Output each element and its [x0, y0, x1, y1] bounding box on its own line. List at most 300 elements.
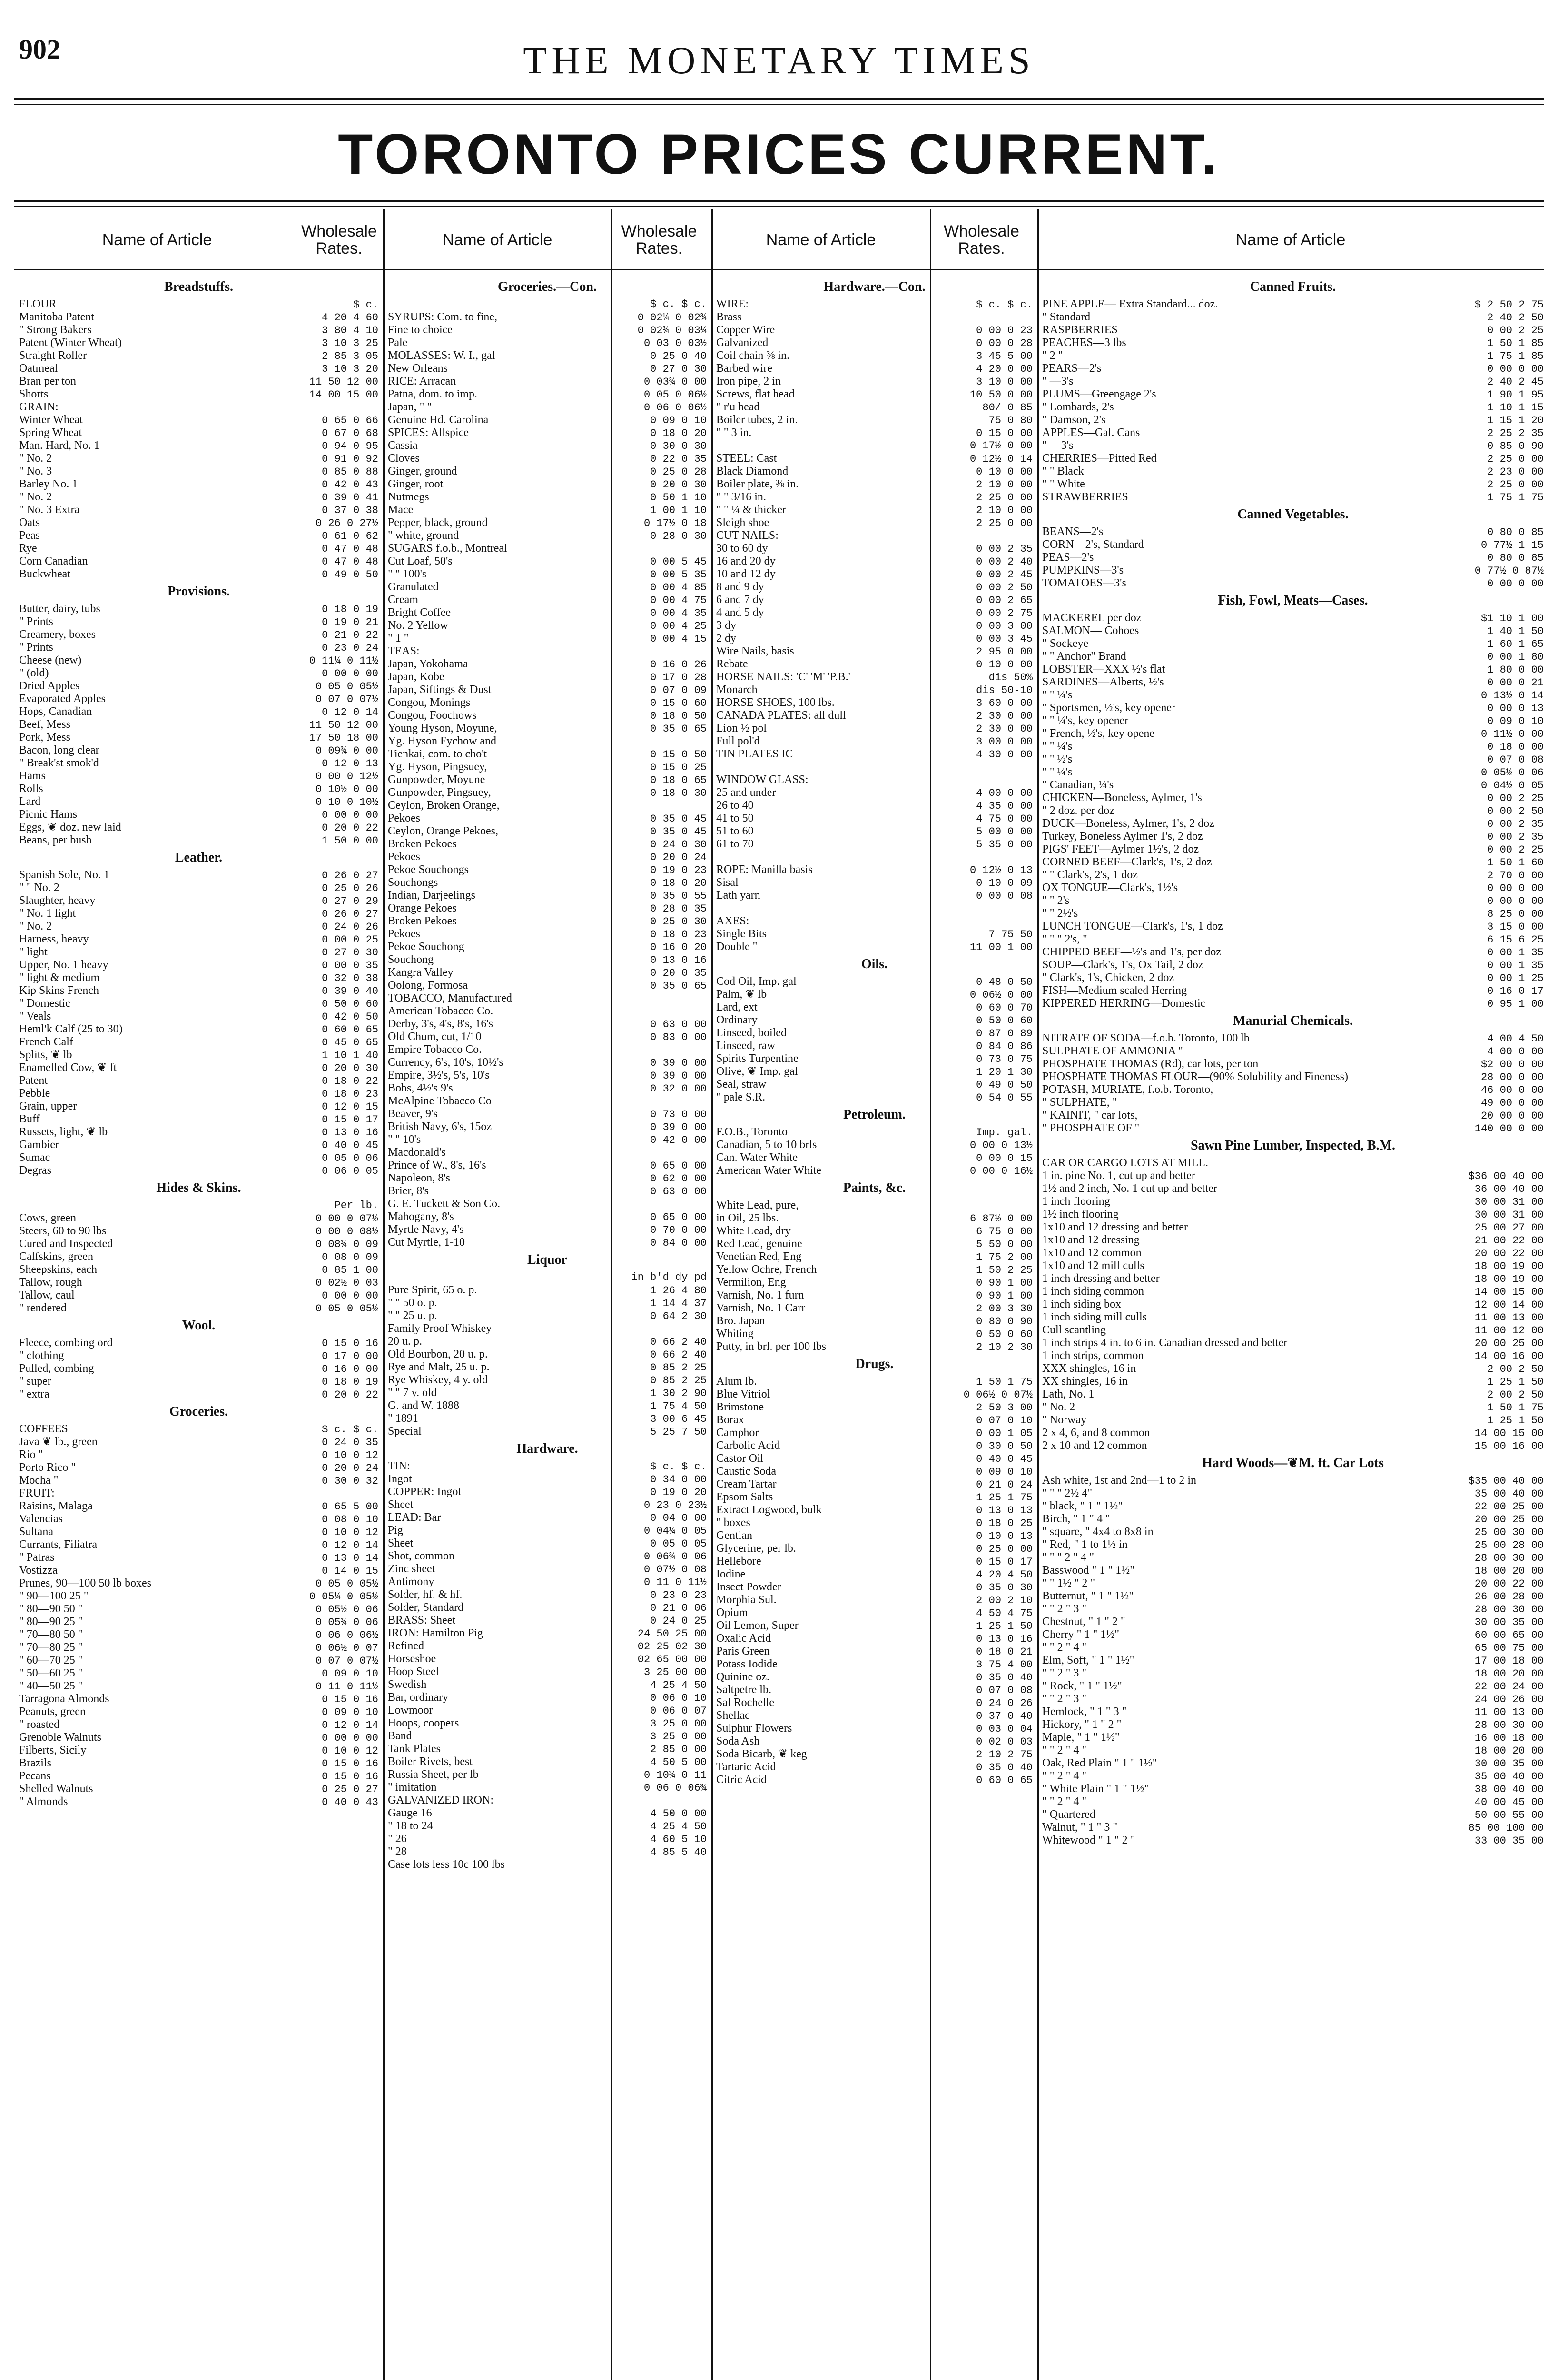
wholesale-rate: 0 40 0 45: [322, 1140, 378, 1151]
price-row: [388, 1704, 707, 1717]
price-row: [19, 641, 378, 654]
article-name: PEACHES—3 lbs: [1042, 337, 1126, 349]
price-row: [716, 761, 1033, 774]
price-row: [1042, 972, 1544, 984]
wholesale-rate: 0 19 0 20: [650, 1487, 707, 1498]
article-name: GALVANIZED IRON:: [388, 1794, 493, 1806]
price-row: [19, 568, 378, 581]
article-name: Blue Vitriol: [716, 1388, 770, 1400]
article-name: Harness, heavy: [19, 933, 89, 945]
wholesale-rate: 0 39 0 41: [322, 492, 378, 504]
article-name: Beans, per bush: [19, 834, 92, 846]
price-row: [388, 439, 707, 452]
article-name: White Lead, pure,: [716, 1199, 799, 1211]
article-name: OX TONGUE—Clark's, 1½'s: [1042, 882, 1178, 894]
price-row: [19, 1680, 378, 1693]
price-row: [19, 718, 378, 731]
wholesale-rate: 0 00 1 05: [976, 1428, 1033, 1439]
wholesale-rate: 30 00 35 00: [1474, 1616, 1544, 1628]
wholesale-rate: 0 27 0 30: [650, 363, 707, 375]
wholesale-rate: 0 94 0 95: [322, 440, 378, 452]
wholesale-rate: 0 28 0 30: [650, 530, 707, 542]
wholesale-rate: 3 10 3 20: [322, 363, 378, 375]
wholesale-rate: 0 04¼ 0 05: [643, 1525, 707, 1537]
article-name: Granulated: [388, 581, 439, 593]
article-name: " Damson, 2's: [1042, 414, 1106, 426]
price-row: [19, 603, 378, 615]
price-row: [1042, 1744, 1544, 1757]
price-row: [388, 1858, 707, 1871]
article-name: 6 and 7 dy: [716, 594, 764, 606]
price-row: [1042, 1285, 1544, 1298]
article-name: Linseed, raw: [716, 1040, 775, 1052]
wholesale-rate: 7 75 50: [988, 929, 1033, 941]
wholesale-rate: 0 13 0 14: [322, 1552, 378, 1564]
wholesale-rate: 0 07 0 07½: [315, 694, 378, 705]
price-row: [19, 628, 378, 641]
price-row: [716, 1722, 1033, 1735]
wholesale-rate: 0 45 0 65: [322, 1037, 378, 1049]
article-name: TIN PLATES IC: [716, 748, 793, 760]
price-row: [19, 1641, 378, 1654]
article-name: Castor Oil: [716, 1452, 764, 1465]
price-row: [716, 1696, 1033, 1709]
article-name: Vermilion, Eng: [716, 1276, 786, 1289]
price-row: [19, 654, 378, 667]
page-title: TORONTO PRICES CURRENT.: [338, 122, 1220, 186]
article-name: Brazils: [19, 1757, 51, 1769]
price-row: [388, 941, 707, 953]
wholesale-rate: 1 40 1 50: [1487, 625, 1544, 637]
price-row: [716, 988, 1033, 1001]
price-row: [716, 786, 1033, 799]
wholesale-rate: 0 06½ 0 07: [315, 1642, 378, 1654]
article-name: Pulled, combing: [19, 1362, 94, 1375]
price-row: [19, 542, 378, 555]
article-name: " Lombards, 2's: [1042, 401, 1114, 413]
wholesale-rate: 0 00 2 25: [1487, 325, 1544, 337]
price-column-1: [19, 276, 378, 2380]
wholesale-rate: 0 35 0 45: [650, 813, 707, 825]
price-row: [716, 1478, 1033, 1491]
wholesale-rate: 0 00 2 50: [1487, 805, 1544, 817]
wholesale-rate: 0 47 0 48: [322, 543, 378, 555]
price-row: [19, 783, 378, 795]
article-name: " roasted: [19, 1718, 60, 1731]
price-row: [19, 529, 378, 542]
wholesale-rate: 0 34 0 00: [650, 1474, 707, 1486]
price-row: [716, 658, 1033, 671]
wholesale-rate: 2 25 0 00: [976, 517, 1033, 529]
article-name: " Prints: [19, 641, 53, 654]
wholesale-rate: 0 12 0 14: [322, 1539, 378, 1551]
header-bottom-rule: [14, 269, 1544, 270]
wholesale-rate: 3 00 6 45: [650, 1413, 707, 1425]
article-name: Napoleon, 8's: [388, 1172, 450, 1184]
wholesale-rate: 11 50 12 00: [309, 376, 378, 388]
price-row: [388, 1284, 707, 1297]
article-name: Yg. Hyson, Pingsuey,: [388, 761, 487, 773]
wholesale-rate: 0 00 0 35: [322, 960, 378, 972]
price-row: [1042, 740, 1544, 753]
article-name: " " ¼'s: [1042, 689, 1073, 701]
article-name: Derby, 3's, 4's, 8's, 16's: [388, 1018, 493, 1030]
price-row: [19, 731, 378, 744]
article-name: Corn Canadian: [19, 555, 88, 567]
wholesale-rate: 20 00 0 00: [1480, 1110, 1544, 1122]
section-heading: Hides & Skins.: [156, 1180, 241, 1195]
wholesale-rate: 11 00 1 00: [969, 942, 1033, 953]
article-name: 1½ and 2 inch, No. 1 cut up and better: [1042, 1182, 1217, 1195]
article-name: Carbolic Acid: [716, 1439, 780, 1452]
wholesale-rate: 4 00 4 50: [1487, 1033, 1544, 1045]
wholesale-rate: 4 85 5 40: [650, 1846, 707, 1858]
article-name: Currants, Filiatra: [19, 1538, 97, 1551]
article-name: 26 to 40: [716, 799, 754, 812]
price-row: [19, 959, 378, 972]
wholesale-rate: 0 18 0 20: [650, 427, 707, 439]
article-name: " " No. 2: [19, 882, 59, 894]
price-row: [19, 1010, 378, 1023]
article-name: " white, ground: [388, 529, 459, 542]
wholesale-rate: 11 00 13 00: [1474, 1312, 1544, 1324]
price-row: [716, 594, 1033, 606]
wholesale-rate: 2 25 0 00: [1487, 479, 1544, 491]
wholesale-rate: 0 15 0 16: [322, 1694, 378, 1706]
article-name: " 60—70 25 ": [19, 1654, 83, 1666]
article-name: Seal, straw: [716, 1078, 767, 1091]
wholesale-rate: 1 10 1 40: [322, 1050, 378, 1061]
article-name: " No. 2: [19, 920, 52, 932]
price-row: [1042, 804, 1544, 817]
price-row: [19, 1474, 378, 1487]
wholesale-rate: 2 40 2 50: [1487, 312, 1544, 324]
wholesale-rate: 4 00 0 00: [1487, 1046, 1544, 1058]
article-name: 1 inch flooring: [1042, 1195, 1110, 1208]
price-row: [1042, 676, 1544, 689]
wholesale-rate: 11 00 12 00: [1474, 1325, 1544, 1337]
wholesale-rate: 0 39 0 00: [650, 1070, 707, 1082]
wholesale-rate: 0 07 0 10: [976, 1415, 1033, 1427]
wholesale-rate: 3 80 4 10: [322, 325, 378, 337]
price-row: [716, 452, 1033, 465]
article-name: Rye: [19, 542, 37, 555]
article-name: French Calf: [19, 1036, 73, 1048]
article-name: Rebate: [716, 658, 748, 670]
price-row: [1042, 1551, 1544, 1564]
price-row: [716, 375, 1033, 388]
wholesale-rate: 4 25 4 50: [650, 1679, 707, 1691]
wholesale-rate: 1 25 1 50: [1487, 1415, 1544, 1427]
article-name: " 90—100 25 ": [19, 1590, 89, 1602]
price-row: [19, 1590, 378, 1603]
wholesale-rate: 0 20 0 24: [650, 852, 707, 863]
price-row: [388, 1781, 707, 1794]
article-name: Hoops, coopers: [388, 1717, 459, 1729]
article-name: SPICES: Allspice: [388, 426, 469, 439]
price-row: [19, 375, 378, 388]
section-heading: Canned Fruits.: [1250, 279, 1336, 294]
article-name: Barbed wire: [716, 362, 772, 375]
article-name: TEAS:: [388, 645, 420, 657]
wholesale-rate: 5 00 0 00: [976, 826, 1033, 838]
article-name: 1 inch siding common: [1042, 1285, 1144, 1298]
price-row: [388, 478, 707, 491]
article-name: " 80—90 50 ": [19, 1603, 83, 1615]
price-row: [1042, 1058, 1544, 1071]
article-name: Glycerine, per lb.: [716, 1542, 796, 1555]
article-name: Soda Ash: [716, 1735, 760, 1747]
price-row: [1042, 1821, 1544, 1834]
column-divider: [1037, 209, 1039, 2380]
article-name: " " ¼ & thicker: [716, 504, 786, 516]
article-name: " Red, " 1 to 1½ in: [1042, 1538, 1128, 1551]
wholesale-rate: 0 15 0 16: [322, 1771, 378, 1783]
price-row: [19, 744, 378, 757]
article-name: " " 3 in.: [716, 426, 752, 439]
article-name: No. 2 Yellow: [388, 619, 448, 632]
wholesale-rate: 6 75 0 00: [976, 1226, 1033, 1238]
wholesale-rate: 0 20 0 35: [650, 967, 707, 979]
wholesale-rate: 0 05 0 05: [650, 1538, 707, 1550]
article-name: Sheet: [388, 1537, 414, 1549]
price-row: [19, 933, 378, 946]
price-row: [19, 1731, 378, 1744]
article-name: " " 2 " 3 ": [1042, 1603, 1087, 1615]
price-row: [716, 1606, 1033, 1619]
wholesale-rate: 1 60 1 65: [1487, 638, 1544, 650]
wholesale-rate: 20 00 22 00: [1474, 1248, 1544, 1259]
price-row: [1042, 375, 1544, 388]
article-name: Cut Loaf, 50's: [388, 555, 453, 567]
wholesale-rate: 3 10 0 00: [976, 376, 1033, 388]
price-row: [388, 581, 707, 594]
wholesale-rate: 8 25 0 00: [1487, 908, 1544, 920]
article-name: " clothing: [19, 1349, 64, 1362]
price-row: [19, 1628, 378, 1641]
article-name: Brier, 8's: [388, 1185, 429, 1197]
wholesale-rate: 0 18 0 19: [322, 604, 378, 615]
article-name: Gambier: [19, 1139, 59, 1151]
price-row: [716, 1126, 1033, 1139]
article-name: Buff: [19, 1113, 40, 1125]
article-name: " Break'st smok'd: [19, 757, 99, 769]
price-row: [19, 1164, 378, 1177]
price-row: [1042, 727, 1544, 740]
wholesale-rate: 28 00 30 00: [1474, 1719, 1544, 1731]
article-name: Evaporated Apples: [19, 693, 106, 705]
article-name: Steers, 60 to 90 lbs: [19, 1225, 107, 1237]
article-name: Young Hyson, Moyune,: [388, 722, 497, 734]
article-name: 61 to 70: [716, 838, 754, 850]
article-name: " —3's: [1042, 439, 1074, 452]
article-name: Old Chum, cut, 1/10: [388, 1031, 482, 1043]
wholesale-rate: dis 50%: [988, 672, 1033, 684]
article-name: Epsom Salts: [716, 1491, 773, 1503]
wholesale-rate: 22 00 25 00: [1474, 1501, 1544, 1513]
article-name: 41 to 50: [716, 812, 754, 824]
article-name: POTASH, MURIATE, f.o.b. Toronto,: [1042, 1083, 1213, 1096]
price-row: [716, 1619, 1033, 1632]
wholesale-rate: 0 00 4 75: [650, 595, 707, 606]
article-name: Alum lb.: [716, 1375, 757, 1388]
wholesale-rate: 20 00 22 00: [1474, 1578, 1544, 1590]
wholesale-rate: 0 00 0 00: [322, 1732, 378, 1744]
wholesale-rate: 35 00 40 00: [1474, 1771, 1544, 1783]
wholesale-rate: 0 18 0 20: [650, 877, 707, 889]
wholesale-rate: 0 25 0 40: [650, 350, 707, 362]
price-row: [388, 414, 707, 426]
price-row: [19, 667, 378, 680]
article-name: Sisal: [716, 876, 739, 889]
wholesale-rate: 0 00 0 13½: [969, 1140, 1033, 1151]
price-row: [388, 1335, 707, 1348]
wholesale-rate: 0 16 0 20: [650, 942, 707, 953]
wholesale-rate: 0 15 0 60: [650, 697, 707, 709]
article-name: " super: [19, 1375, 51, 1388]
price-row: [716, 1504, 1033, 1517]
wholesale-rate: 85 00 100 00: [1468, 1822, 1544, 1834]
article-name: 1 in. pine No. 1, cut up and better: [1042, 1170, 1195, 1182]
article-name: Creamery, boxes: [19, 628, 96, 641]
article-name: SYRUPS: Com. to fine,: [388, 311, 498, 323]
article-name: Hoop Steel: [388, 1666, 439, 1678]
price-row: [716, 1671, 1033, 1684]
wholesale-rate: 1 50 1 60: [1487, 857, 1544, 869]
article-name: " extra: [19, 1388, 49, 1400]
article-name: Spring Wheat: [19, 426, 82, 439]
wholesale-rate: 0 12½ 0 13: [969, 864, 1033, 876]
section-heading: Breadstuffs.: [164, 279, 233, 294]
price-row: [19, 349, 378, 362]
price-row: [388, 337, 707, 349]
price-row: [1042, 1654, 1544, 1667]
wholesale-rate: 0 23 0 24: [322, 642, 378, 654]
price-row: [1042, 337, 1544, 349]
article-name: Grain, upper: [19, 1100, 77, 1112]
price-row: [1042, 766, 1544, 779]
article-name: PIGS' FEET—Aylmer 1½'s, 2 doz: [1042, 843, 1199, 855]
article-name: CORNED BEEF—Clark's, 1's, 2 doz: [1042, 856, 1212, 868]
article-name: G. E. Tuckett & Son Co.: [388, 1198, 501, 1210]
wholesale-rate: 0 73 0 75: [976, 1053, 1033, 1065]
price-row: [1042, 1590, 1544, 1603]
price-row: [388, 1511, 707, 1524]
article-name: Gentian: [716, 1529, 752, 1542]
wholesale-rate: 0 63 0 00: [650, 1019, 707, 1031]
article-name: Hams: [19, 770, 46, 782]
price-row: [716, 1001, 1033, 1014]
wholesale-rate: 0 00 3 00: [976, 620, 1033, 632]
wholesale-rate: 0 08 0 09: [322, 1251, 378, 1263]
price-row: [716, 1151, 1033, 1164]
article-name: American Tobacco Co.: [388, 1005, 493, 1017]
article-name: Japan, Kobe: [388, 671, 444, 683]
price-row: [1042, 882, 1544, 894]
price-row: [716, 1212, 1033, 1225]
article-name: PHOSPHATE THOMAS (Rd), car lots, per ton: [1042, 1058, 1259, 1070]
wholesale-rate: 3 25 0 00: [650, 1731, 707, 1743]
price-row: [716, 876, 1033, 889]
masthead: THE MONETARY TIMES: [523, 39, 1035, 82]
article-name: Shot, common: [388, 1550, 455, 1562]
wholesale-rate: 14 00 15 00: [1474, 1428, 1544, 1439]
wholesale-rate: 02 25 02 30: [637, 1641, 707, 1653]
wholesale-rate: 3 60 0 00: [976, 697, 1033, 709]
article-name: Borax: [716, 1414, 744, 1426]
price-row: [716, 825, 1033, 838]
wholesale-rate: 0 35 0 40: [976, 1762, 1033, 1774]
col2-rates-header: Wholesale Rates.: [621, 222, 697, 258]
wholesale-rate: 24 00 26 00: [1474, 1694, 1544, 1706]
article-name: F.O.B., Toronto: [716, 1126, 788, 1138]
article-name: " No. 3 Extra: [19, 504, 80, 516]
price-row: [388, 632, 707, 645]
article-name: Calfskins, green: [19, 1250, 93, 1263]
wholesale-rate: 0 10¾ 0 11: [643, 1769, 707, 1781]
wholesale-rate: 18 00 20 00: [1474, 1565, 1544, 1577]
wholesale-rate: 4 50 4 75: [976, 1607, 1033, 1619]
article-name: " " 2 " 3 ": [1042, 1693, 1087, 1705]
article-name: Quinine oz.: [716, 1671, 769, 1683]
wholesale-rate: 26 00 28 00: [1474, 1591, 1544, 1603]
wholesale-rate: 0 24 0 26: [322, 921, 378, 933]
price-row: [388, 1236, 707, 1249]
price-row: [716, 491, 1033, 504]
article-name: WIRE:: [716, 298, 749, 310]
article-name: Rolls: [19, 783, 43, 795]
article-name: Prince of W., 8's, 16's: [388, 1159, 486, 1171]
wholesale-rate: 1 26 4 80: [650, 1285, 707, 1297]
wholesale-rate: 0 48 0 50: [976, 976, 1033, 988]
article-name: " " 25 u. p.: [388, 1309, 437, 1322]
price-row: [716, 529, 1033, 542]
wholesale-rate: 0 37 0 38: [322, 505, 378, 516]
price-row: [388, 1820, 707, 1833]
col2-name-header: Name of Article: [442, 231, 552, 249]
price-row: [19, 491, 378, 504]
wholesale-rate: $1 10 1 00: [1480, 613, 1544, 625]
article-name: SULPHATE OF AMMONIA ": [1042, 1045, 1183, 1057]
column-divider: [711, 209, 713, 2380]
article-name: Ceylon, Broken Orange,: [388, 799, 500, 812]
article-name: Cheese (new): [19, 654, 82, 666]
wholesale-rate: 33 00 35 00: [1474, 1835, 1544, 1847]
wholesale-rate: 0 04½ 0 05: [1480, 780, 1544, 792]
price-row: [19, 1337, 378, 1349]
price-row: [388, 1108, 707, 1121]
price-row: [19, 1487, 378, 1500]
article-name: 1x10 and 12 mill culls: [1042, 1259, 1144, 1272]
wholesale-rate: 0 17½ 0 00: [969, 440, 1033, 452]
article-name: Bar, ordinary: [388, 1691, 448, 1704]
price-row: [388, 1198, 707, 1210]
price-row: [716, 1452, 1033, 1465]
wholesale-rate: 0 35 0 30: [976, 1582, 1033, 1594]
wholesale-rate: 0 23 0 23: [650, 1589, 707, 1601]
article-name: Screws, flat head: [716, 388, 795, 400]
article-name: ROPE: Manilla basis: [716, 863, 813, 876]
price-row: [1042, 526, 1544, 538]
wholesale-rate: 14 00 15 00: [1474, 1286, 1544, 1298]
wholesale-rate: 0 20 0 22: [322, 822, 378, 834]
price-row: [716, 1658, 1033, 1671]
section-heading: Canned Vegetables.: [1237, 507, 1349, 522]
price-row: [19, 894, 378, 907]
wholesale-rate: 14 00 15 00: [309, 389, 378, 401]
price-row: [19, 1225, 378, 1238]
price-row: [388, 606, 707, 619]
